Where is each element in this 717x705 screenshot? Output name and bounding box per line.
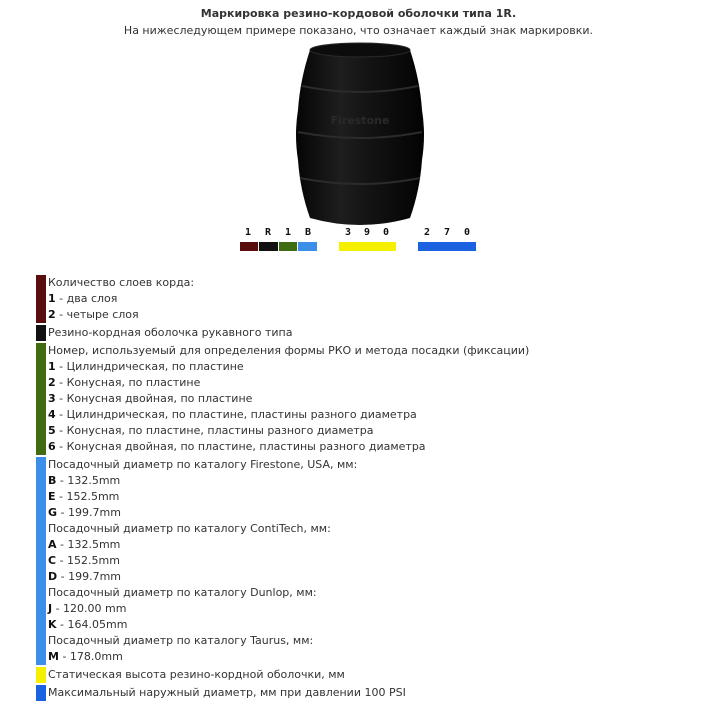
- mark-char: 3: [344, 227, 352, 238]
- legend-item: 2 - четыре слоя: [48, 308, 139, 321]
- mark-char: 0: [463, 227, 471, 238]
- mark-char: R: [264, 227, 272, 238]
- page-title: Маркировка резино-кордовой оболочки типа 1R.: [200, 7, 517, 20]
- legend-heading: Посадочный диаметр по каталогу Dunlop, мм:: [48, 586, 317, 599]
- legend-item: B - 132.5mm: [48, 474, 121, 487]
- mark-char: B: [304, 227, 312, 238]
- legend-heading: Посадочный диаметр по каталогу Firestone, USA, мм:: [48, 458, 358, 471]
- svg-text:Firestone: Firestone: [330, 114, 390, 127]
- legend-color-bar: [36, 457, 46, 665]
- page-subtitle: На нижеследующем примере показано, что означает каждый знак маркировки.: [123, 24, 594, 37]
- legend-item: D - 199.7mm: [48, 570, 122, 583]
- mark-char: 2: [423, 227, 431, 238]
- mark-char: 1: [284, 227, 292, 238]
- legend-item: 6 - Конусная двойная, по пластине, пластины разного диаметра: [48, 440, 426, 453]
- legend-group-type: [36, 325, 696, 341]
- legend-item: 4 - Цилиндрическая, по пластине, пластины разного диаметра: [48, 408, 417, 421]
- legend-item: 5 - Конусная, по пластине, пластины разного диаметра: [48, 424, 374, 437]
- legend-heading: Резино-кордная оболочка рукавного типа: [48, 326, 293, 339]
- color-strip-form: [279, 242, 297, 251]
- color-strip-max-diameter: [418, 242, 476, 251]
- legend-color-bar: [36, 685, 46, 701]
- legend-item: 2 - Конусная, по пластине: [48, 376, 201, 389]
- marking-legend: [36, 275, 696, 703]
- legend-group-max-diameter: [36, 685, 696, 701]
- mark-char: 0: [382, 227, 390, 238]
- legend-color-bar: [36, 343, 46, 455]
- legend-heading: Статическая высота резино-кордной оболочки, мм: [48, 668, 345, 681]
- legend-heading: Количество слоев корда:: [48, 276, 195, 289]
- legend-group-diameter: [36, 457, 696, 665]
- color-strip-type: [259, 242, 278, 251]
- mark-char: 1: [244, 227, 252, 238]
- legend-item: A - 132.5mm: [48, 538, 121, 551]
- color-strip-layers: [240, 242, 258, 251]
- legend-group-height: [36, 667, 696, 683]
- legend-color-bar: [36, 275, 46, 323]
- legend-item: C - 152.5mm: [48, 554, 120, 567]
- legend-group-layers: [36, 275, 696, 323]
- air-spring-image: [292, 40, 428, 230]
- legend-color-bar: [36, 325, 46, 341]
- legend-item: 1 - Цилиндрическая, по пластине: [48, 360, 244, 373]
- legend-item: K - 164.05mm: [48, 618, 128, 631]
- legend-group-form: [36, 343, 696, 455]
- legend-heading: Посадочный диаметр по каталогу ContiTech, мм:: [48, 522, 331, 535]
- legend-item: 3 - Конусная двойная, по пластине: [48, 392, 253, 405]
- legend-color-bar: [36, 667, 46, 683]
- legend-item: J - 120.00 mm: [48, 602, 127, 615]
- legend-item: E - 152.5mm: [48, 490, 120, 503]
- legend-item: G - 199.7mm: [48, 506, 121, 519]
- mark-char: 9: [363, 227, 371, 238]
- legend-heading: Максимальный наружный диаметр, мм при давлении 100 PSI: [48, 686, 406, 699]
- legend-heading: Номер, используемый для определения формы РКО и метода посадки (фиксации): [48, 344, 530, 357]
- color-strip-diameter: [298, 242, 317, 251]
- color-strip-height: [339, 242, 396, 251]
- legend-item: M - 178.0mm: [48, 650, 123, 663]
- mark-char: 7: [443, 227, 451, 238]
- legend-item: 1 - два слоя: [48, 292, 118, 305]
- legend-heading: Посадочный диаметр по каталогу Taurus, мм:: [48, 634, 314, 647]
